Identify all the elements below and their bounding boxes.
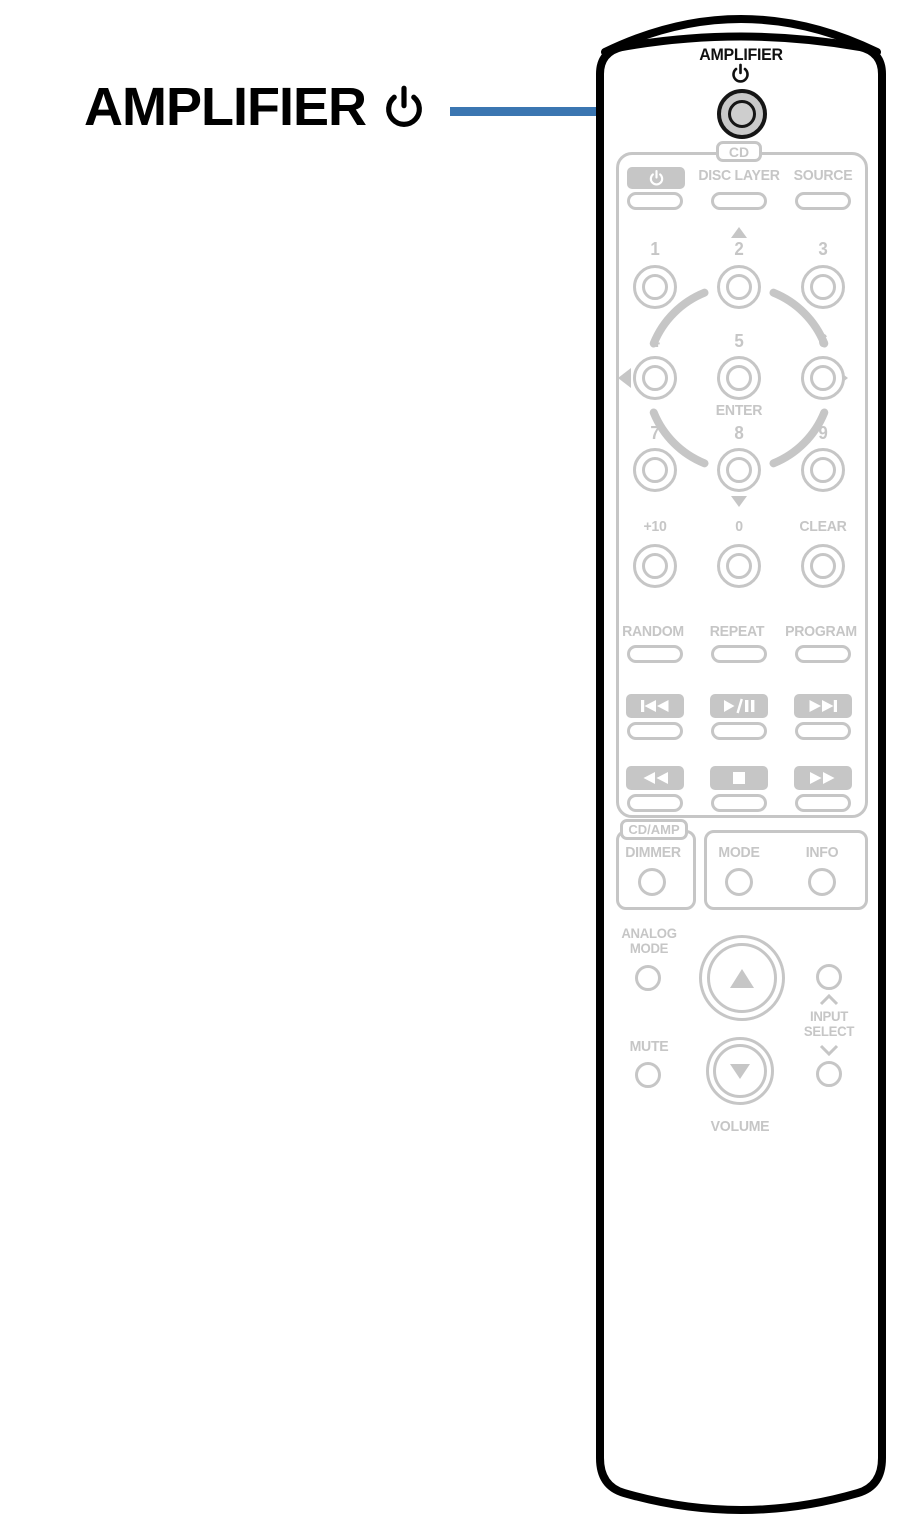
- zero-button[interactable]: [717, 544, 761, 588]
- skip-back-icon: [635, 698, 675, 714]
- analog-mode-button[interactable]: [635, 965, 661, 991]
- volume-up-icon: [730, 969, 754, 988]
- up-arrow-icon: [731, 227, 747, 238]
- repeat-label: REPEAT: [709, 623, 765, 640]
- source-label: SOURCE: [793, 167, 853, 184]
- cd-power-button[interactable]: [627, 167, 685, 189]
- digit-8-label: 8: [734, 423, 744, 443]
- program-button[interactable]: [795, 645, 851, 663]
- mute-button[interactable]: [635, 1062, 661, 1088]
- zero-label: 0: [735, 518, 743, 535]
- skip-forward-button[interactable]: [795, 722, 851, 740]
- source-button[interactable]: [795, 192, 851, 210]
- chevron-down-icon: [819, 1044, 839, 1056]
- left-arrow-icon: [618, 368, 631, 388]
- mode-label: MODE: [718, 844, 760, 861]
- digit-1-button[interactable]: [633, 265, 677, 309]
- rewind-button[interactable]: [627, 794, 683, 812]
- chevron-up-icon: [819, 994, 839, 1006]
- volume-up-button[interactable]: [699, 935, 785, 1021]
- digit-9-label: 9: [818, 423, 828, 443]
- cd-power-pill-button[interactable]: [627, 192, 683, 210]
- cd-amp-section-tag: CD/AMP: [620, 819, 688, 840]
- mode-button[interactable]: [725, 868, 753, 896]
- plus-ten-button[interactable]: [633, 544, 677, 588]
- clear-label: CLEAR: [799, 518, 847, 535]
- skip-back-key: [626, 694, 684, 718]
- power-icon: [648, 169, 665, 187]
- disc-layer-label: DISC LAYER: [698, 167, 780, 184]
- digit-5-label: 5: [734, 331, 744, 351]
- random-label: RANDOM: [622, 623, 684, 640]
- volume-down-button[interactable]: [706, 1037, 774, 1105]
- mode-info-section-box: [704, 830, 868, 910]
- digit-4-label: 4: [650, 331, 660, 351]
- digit-7-button[interactable]: [633, 448, 677, 492]
- cd-section-tag: CD: [716, 141, 762, 162]
- digit-2-button[interactable]: [717, 265, 761, 309]
- digit-1-label: 1: [650, 239, 660, 259]
- analog-mode-label-line1: ANALOG: [621, 925, 677, 941]
- volume-label: VOLUME: [710, 1118, 770, 1135]
- dimmer-label: DIMMER: [625, 844, 681, 861]
- digit-2-label: 2: [734, 239, 744, 259]
- rewind-icon: [635, 770, 675, 786]
- digit-9-button[interactable]: [801, 448, 845, 492]
- repeat-button[interactable]: [711, 645, 767, 663]
- disc-layer-button[interactable]: [711, 192, 767, 210]
- amplifier-power-button[interactable]: [717, 89, 767, 139]
- play-pause-button[interactable]: [711, 722, 767, 740]
- analog-mode-label-line2: MODE: [629, 940, 669, 956]
- digit-8-button[interactable]: [717, 448, 761, 492]
- info-button[interactable]: [808, 868, 836, 896]
- stop-icon: [719, 770, 759, 786]
- fast-forward-icon: [803, 770, 843, 786]
- input-select-up-button[interactable]: [816, 964, 842, 990]
- mute-label: MUTE: [629, 1038, 669, 1055]
- input-select-label-line1: INPUT: [809, 1008, 849, 1024]
- play-pause-key: [710, 694, 768, 718]
- stop-button[interactable]: [711, 794, 767, 812]
- clear-button[interactable]: [801, 544, 845, 588]
- digit-3-label: 3: [818, 239, 828, 259]
- stop-key: [710, 766, 768, 790]
- skip-forward-key: [794, 694, 852, 718]
- amplifier-button-label: AMPLIFIER: [699, 45, 783, 64]
- program-label: PROGRAM: [785, 623, 857, 640]
- skip-back-button[interactable]: [627, 722, 683, 740]
- digit-4-button[interactable]: [633, 356, 677, 400]
- rewind-key: [626, 766, 684, 790]
- enter-label: ENTER: [715, 402, 763, 419]
- volume-down-icon: [730, 1064, 750, 1079]
- power-icon: [730, 62, 751, 85]
- fast-forward-button[interactable]: [795, 794, 851, 812]
- callout-amplifier-label: AMPLIFIER: [84, 77, 366, 137]
- digit-5-button enter-button[interactable]: [717, 356, 761, 400]
- digit-7-label: 7: [650, 423, 660, 443]
- input-select-label-line2: SELECT: [803, 1023, 855, 1039]
- random-button[interactable]: [627, 645, 683, 663]
- info-label: INFO: [805, 844, 839, 861]
- dimmer-button[interactable]: [638, 868, 666, 896]
- digit-3-button[interactable]: [801, 265, 845, 309]
- plus-ten-label: +10: [643, 518, 667, 535]
- skip-forward-icon: [803, 698, 843, 714]
- fast-forward-key: [794, 766, 852, 790]
- down-arrow-icon: [731, 496, 747, 507]
- input-select-down-button[interactable]: [816, 1061, 842, 1087]
- play-pause-icon: [719, 698, 759, 714]
- digit-6-button[interactable]: [801, 356, 845, 400]
- digit-6-label: 6: [818, 331, 828, 351]
